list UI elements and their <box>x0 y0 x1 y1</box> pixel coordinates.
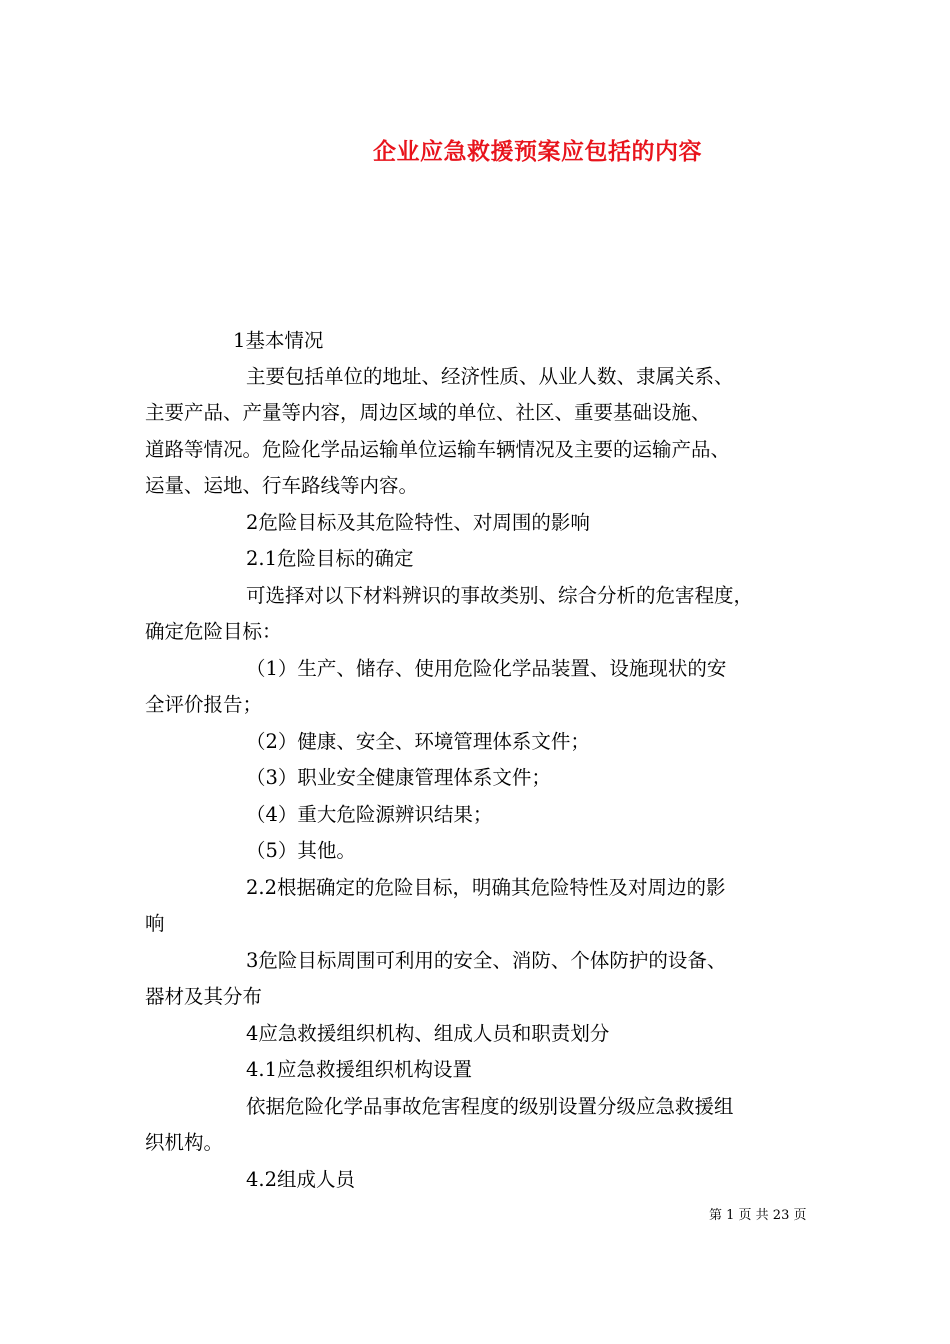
paragraph-line: 主要产品、产量等内容，周边区域的单位、社区、重要基础设施、 <box>145 401 711 424</box>
paragraph-line: 运量、运地、行车路线等内容。 <box>145 474 419 497</box>
section-heading: 1基本情况 <box>233 329 324 352</box>
subsection-heading: 4.1应急救援组织机构设置 <box>246 1058 473 1081</box>
paragraph-line: 织机构。 <box>145 1131 224 1154</box>
subsection-heading: 2.1危险目标的确定 <box>246 547 414 570</box>
list-item: （5）其他。 <box>246 839 356 862</box>
subsection-heading: 2.2根据确定的危险目标，明确其危险特性及对周边的影 <box>246 876 726 899</box>
list-item: （1）生产、储存、使用危险化学品装置、设施现状的安 <box>246 657 727 680</box>
subsection-heading: 4.2组成人员 <box>246 1168 356 1191</box>
paragraph-line: 道路等情况。危险化学品运输单位运输车辆情况及主要的运输产品、 <box>145 438 731 461</box>
section-heading: 2危险目标及其危险特性、对周围的影响 <box>246 511 590 534</box>
subsection-heading-continued: 响 <box>145 912 165 935</box>
page-number-footer: 第 1 页 共 23 页 <box>709 1208 807 1223</box>
list-item: （4）重大危险源辨识结果； <box>246 803 493 826</box>
section-heading-continued: 器材及其分布 <box>145 985 263 1008</box>
list-item: （2）健康、安全、环境管理体系文件； <box>246 730 590 753</box>
list-item: （3）职业安全健康管理体系文件； <box>246 766 551 789</box>
document-title: 企业应急救援预案应包括的内容 <box>373 138 702 165</box>
paragraph-line: 确定危险目标： <box>145 620 282 643</box>
paragraph-line: 主要包括单位的地址、经济性质、从业人数、隶属关系、 <box>246 365 734 388</box>
section-heading: 3危险目标周围可利用的安全、消防、个体防护的设备、 <box>246 949 727 972</box>
paragraph-line: 依据危险化学品事故危害程度的级别设置分级应急救援组 <box>246 1095 734 1118</box>
list-item-continued: 全评价报告； <box>145 693 263 716</box>
paragraph-line: 可选择对以下材料辨识的事故类别、综合分析的危害程度， <box>246 584 754 607</box>
section-heading: 4应急救援组织机构、组成人员和职责划分 <box>246 1022 610 1045</box>
